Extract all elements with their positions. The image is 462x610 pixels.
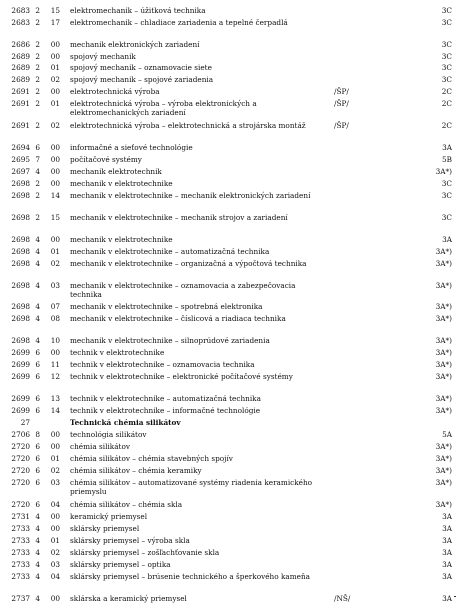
level-cell: 3A*) xyxy=(435,394,452,403)
description-cell: spojový mechanik – spojové zariadenia xyxy=(70,75,214,84)
level-cell: 3A*) xyxy=(435,167,452,176)
group-cell: 4 xyxy=(35,560,40,569)
code-cell: 2733 xyxy=(11,524,30,533)
code-cell: 27 xyxy=(20,418,30,427)
sub-code-cell: 01 xyxy=(50,247,60,256)
description-cell: mechanik v elektrotechnike xyxy=(70,179,173,188)
sub-code-cell: 01 xyxy=(50,454,60,463)
description-cell: spojový mechanik – oznamovacie siete xyxy=(70,63,212,72)
group-cell: 4 xyxy=(35,167,40,176)
level-cell: 3C xyxy=(441,52,452,61)
group-cell: 6 xyxy=(35,500,40,509)
code-cell: 2699 xyxy=(11,348,30,357)
level-cell: 3A*) xyxy=(435,259,452,268)
description-cell: technik v elektrotechnike – informačné technológie xyxy=(70,406,261,415)
level-cell: 5A xyxy=(442,430,452,439)
description-cell: sklársky priemysel – zošľachťovanie skla xyxy=(70,548,220,557)
level-cell: 3C xyxy=(441,40,452,49)
note-cell: /ŠP/ xyxy=(334,87,349,96)
code-cell: 2697 xyxy=(11,167,30,176)
sub-code-cell: 02 xyxy=(50,259,60,268)
note-cell: /ŠP/ xyxy=(334,121,349,130)
description-cell: elektrotechnická výroba – výroba elektronických a elektromechanických zariadení xyxy=(70,99,257,118)
code-cell: 2699 xyxy=(11,406,30,415)
code-cell: 2683 xyxy=(11,18,30,27)
sub-code-cell: 00 xyxy=(50,87,60,96)
sub-code-cell: 11 xyxy=(50,360,60,369)
code-cell: 2720 xyxy=(11,454,30,463)
sub-code-cell: 00 xyxy=(50,235,60,244)
group-cell: 2 xyxy=(35,87,40,96)
level-cell: 2C xyxy=(441,121,452,130)
code-cell: 2699 xyxy=(11,360,30,369)
level-cell: 5B xyxy=(441,155,452,164)
sub-code-cell: 03 xyxy=(50,478,60,487)
level-cell: 3A*) xyxy=(435,247,452,256)
group-cell: 6 xyxy=(35,143,40,152)
group-cell: 2 xyxy=(35,75,40,84)
level-cell: 3C xyxy=(441,213,452,222)
code-cell: 2733 xyxy=(11,572,30,581)
level-cell: 3A*) xyxy=(435,478,452,487)
code-cell: 2720 xyxy=(11,478,30,487)
code-cell: 2689 xyxy=(11,63,30,72)
level-cell: 3A*) xyxy=(435,466,452,475)
description-cell: mechanik v elektrotechnike – číslicová a riadiaca technika xyxy=(70,314,286,323)
group-cell: 4 xyxy=(35,572,40,581)
sub-code-cell: 00 xyxy=(50,594,60,603)
group-cell: 4 xyxy=(35,314,40,323)
sub-code-cell: 03 xyxy=(50,560,60,569)
code-cell: 2698 xyxy=(11,247,30,256)
sub-code-cell: 17 xyxy=(50,18,60,27)
description-cell: spojový mechanik xyxy=(70,52,136,61)
code-cell: 2691 xyxy=(11,87,30,96)
group-cell: 6 xyxy=(35,466,40,475)
group-cell: 2 xyxy=(35,121,40,130)
group-cell: 6 xyxy=(35,442,40,451)
description-cell: keramický priemysel xyxy=(70,512,148,521)
code-cell: 2683 xyxy=(11,6,30,15)
level-cell: 3A*) xyxy=(435,500,452,509)
code-cell: 2737 xyxy=(11,594,30,603)
group-cell: 2 xyxy=(35,6,40,15)
description-cell: technik v elektrotechnike xyxy=(70,348,165,357)
group-cell: 8 xyxy=(35,430,40,439)
sub-code-cell: 00 xyxy=(50,143,60,152)
code-cell: 2699 xyxy=(11,372,30,381)
group-cell: 6 xyxy=(35,406,40,415)
sub-code-cell: 14 xyxy=(50,191,60,200)
sub-code-cell: 04 xyxy=(50,572,60,581)
description-cell: mechanik v elektrotechnike – oznamovacia a zabezpečovacia technika xyxy=(70,281,296,300)
description-cell: Technická chémia silikátov xyxy=(70,418,181,427)
description-cell: chémia silikátov – chémia stavebných spojív xyxy=(70,454,233,463)
group-cell: 2 xyxy=(35,63,40,72)
code-cell: 2686 xyxy=(11,40,30,49)
group-cell: 4 xyxy=(35,235,40,244)
sub-code-cell: 07 xyxy=(50,302,60,311)
sub-code-cell: 00 xyxy=(50,442,60,451)
description-cell: technik v elektrotechnike – elektronické počítačové systémy xyxy=(70,372,293,381)
code-cell: 2731 xyxy=(11,512,30,521)
sub-code-cell: 02 xyxy=(50,75,60,84)
level-cell: 3C xyxy=(441,179,452,188)
level-cell: 3A xyxy=(442,512,452,521)
description-cell: mechanik v elektrotechnike – organizačná a výpočtová technika xyxy=(70,259,307,268)
code-cell: 2694 xyxy=(11,143,30,152)
sub-code-cell: 02 xyxy=(50,466,60,475)
description-cell: chémia silikátov – automatizované systémy riadenia keramického priemyslu xyxy=(70,478,313,497)
level-cell: 3A*) xyxy=(435,302,452,311)
sub-code-cell: 00 xyxy=(50,179,60,188)
sub-code-cell: 15 xyxy=(50,213,60,222)
code-cell: 2689 xyxy=(11,52,30,61)
description-cell: elektromechanik – úžitková technika xyxy=(70,6,206,15)
level-cell: 3A xyxy=(442,143,452,152)
level-cell: 2C xyxy=(441,87,452,96)
code-cell: 2720 xyxy=(11,466,30,475)
code-cell: 2733 xyxy=(11,536,30,545)
code-cell: 2691 xyxy=(11,121,30,130)
code-cell: 2698 xyxy=(11,213,30,222)
sub-code-cell: 00 xyxy=(50,430,60,439)
level-cell: 3A xyxy=(442,536,452,545)
level-cell: 3A xyxy=(442,235,452,244)
group-cell: 6 xyxy=(35,360,40,369)
description-cell: chémia silikátov xyxy=(70,442,130,451)
level-cell: 3C xyxy=(441,191,452,200)
group-cell: 4 xyxy=(35,524,40,533)
code-cell: 2698 xyxy=(11,259,30,268)
sub-code-cell: 01 xyxy=(50,536,60,545)
group-cell: 4 xyxy=(35,281,40,290)
group-cell: 2 xyxy=(35,52,40,61)
group-cell: 2 xyxy=(35,213,40,222)
description-cell: mechanik v elektrotechnike – spotrebná elektronika xyxy=(70,302,263,311)
margin-mark xyxy=(454,596,456,597)
level-cell: 3C xyxy=(441,18,452,27)
code-cell: 2698 xyxy=(11,281,30,290)
sub-code-cell: 04 xyxy=(50,500,60,509)
code-cell: 2706 xyxy=(11,430,30,439)
group-cell: 4 xyxy=(35,247,40,256)
sub-code-cell: 12 xyxy=(50,372,60,381)
level-cell: 3A*) xyxy=(435,454,452,463)
group-cell: 4 xyxy=(35,259,40,268)
description-cell: mechanik v elektrotechnike – automatizačná technika xyxy=(70,247,270,256)
group-cell: 2 xyxy=(35,99,40,108)
sub-code-cell: 14 xyxy=(50,406,60,415)
note-cell: /NŠ/ xyxy=(334,594,351,603)
level-cell: 3A*) xyxy=(435,406,452,415)
sub-code-cell: 00 xyxy=(50,512,60,521)
level-cell: 3A*) xyxy=(435,281,452,290)
description-cell: elektrotechnická výroba xyxy=(70,87,160,96)
group-cell: 7 xyxy=(35,155,40,164)
level-cell: 3A*) xyxy=(435,348,452,357)
description-cell: mechanik v elektrotechnike – mechanik strojov a zariadení xyxy=(70,213,288,222)
code-cell: 2691 xyxy=(11,99,30,108)
code-cell: 2720 xyxy=(11,442,30,451)
level-cell: 3C xyxy=(441,6,452,15)
description-cell: chémia silikátov – chémia keramiky xyxy=(70,466,202,475)
sub-code-cell: 00 xyxy=(50,155,60,164)
description-cell: sklársky priemysel – výroba skla xyxy=(70,536,190,545)
level-cell: 3A*) xyxy=(435,336,452,345)
description-cell: technik v elektrotechnike – oznamovacia technika xyxy=(70,360,255,369)
sub-code-cell: 15 xyxy=(50,6,60,15)
level-cell: 3A xyxy=(442,594,452,603)
sub-code-cell: 03 xyxy=(50,281,60,290)
level-cell: 3A xyxy=(442,524,452,533)
description-cell: mechanik elektronických zariadení xyxy=(70,40,200,49)
sub-code-cell: 00 xyxy=(50,167,60,176)
sub-code-cell: 08 xyxy=(50,314,60,323)
group-cell: 6 xyxy=(35,372,40,381)
group-cell: 2 xyxy=(35,191,40,200)
description-cell: technológia silikátov xyxy=(70,430,147,439)
level-cell: 3C xyxy=(441,75,452,84)
code-cell: 2733 xyxy=(11,548,30,557)
code-cell: 2698 xyxy=(11,179,30,188)
code-cell: 2699 xyxy=(11,394,30,403)
group-cell: 4 xyxy=(35,336,40,345)
description-cell: mechanik elektrotechnik xyxy=(70,167,162,176)
group-cell: 2 xyxy=(35,18,40,27)
level-cell: 3A*) xyxy=(435,372,452,381)
description-cell: sklársky priemysel xyxy=(70,524,140,533)
description-cell: mechanik v elektrotechnike – mechanik elektronických zariadení xyxy=(70,191,311,200)
description-cell: sklárska a keramický priemysel xyxy=(70,594,187,603)
group-cell: 6 xyxy=(35,478,40,487)
sub-code-cell: 01 xyxy=(50,63,60,72)
group-cell: 4 xyxy=(35,302,40,311)
level-cell: 3A xyxy=(442,548,452,557)
code-cell: 2689 xyxy=(11,75,30,84)
sub-code-cell: 01 xyxy=(50,99,60,108)
group-cell: 2 xyxy=(35,179,40,188)
group-cell: 2 xyxy=(35,40,40,49)
code-cell: 2695 xyxy=(11,155,30,164)
level-cell: 3A*) xyxy=(435,360,452,369)
sub-code-cell: 00 xyxy=(50,348,60,357)
description-cell: mechanik v elektrotechnike xyxy=(70,235,173,244)
description-cell: sklársky priemysel – optika xyxy=(70,560,171,569)
sub-code-cell: 00 xyxy=(50,52,60,61)
code-cell: 2698 xyxy=(11,314,30,323)
code-cell: 2720 xyxy=(11,500,30,509)
level-cell: 3A*) xyxy=(435,442,452,451)
sub-code-cell: 02 xyxy=(50,121,60,130)
description-cell: informačné a sieťové technológie xyxy=(70,143,193,152)
description-cell: počítačové systémy xyxy=(70,155,142,164)
sub-code-cell: 00 xyxy=(50,40,60,49)
code-cell: 2698 xyxy=(11,235,30,244)
description-cell: sklársky priemysel – brúsenie technického a šperkového kameňa xyxy=(70,572,311,581)
note-cell: /ŠP/ xyxy=(334,99,349,108)
description-cell: technik v elektrotechnike – automatizačná technika xyxy=(70,394,261,403)
sub-code-cell: 13 xyxy=(50,394,60,403)
description-cell: elektrotechnická výroba – elektrotechnická a strojárska montáž xyxy=(70,121,306,130)
code-cell: 2698 xyxy=(11,336,30,345)
level-cell: 3A xyxy=(442,572,452,581)
level-cell: 3A xyxy=(442,560,452,569)
code-cell: 2733 xyxy=(11,560,30,569)
sub-code-cell: 10 xyxy=(50,336,60,345)
code-cell: 2698 xyxy=(11,191,30,200)
group-cell: 6 xyxy=(35,348,40,357)
level-cell: 3A*) xyxy=(435,314,452,323)
group-cell: 4 xyxy=(35,536,40,545)
description-cell: elektromechanik – chladiace zariadenia a tepelné čerpadlá xyxy=(70,18,288,27)
group-cell: 6 xyxy=(35,454,40,463)
sub-code-cell: 00 xyxy=(50,524,60,533)
description-cell: chémia silikátov – chémia skla xyxy=(70,500,183,509)
code-cell: 2698 xyxy=(11,302,30,311)
level-cell: 3C xyxy=(441,63,452,72)
group-cell: 4 xyxy=(35,548,40,557)
group-cell: 6 xyxy=(35,394,40,403)
description-cell: mechanik v elektrotechnike – silnoprúdové zariadenia xyxy=(70,336,270,345)
group-cell: 4 xyxy=(35,594,40,603)
sub-code-cell: 02 xyxy=(50,548,60,557)
level-cell: 2C xyxy=(441,99,452,108)
group-cell: 4 xyxy=(35,512,40,521)
